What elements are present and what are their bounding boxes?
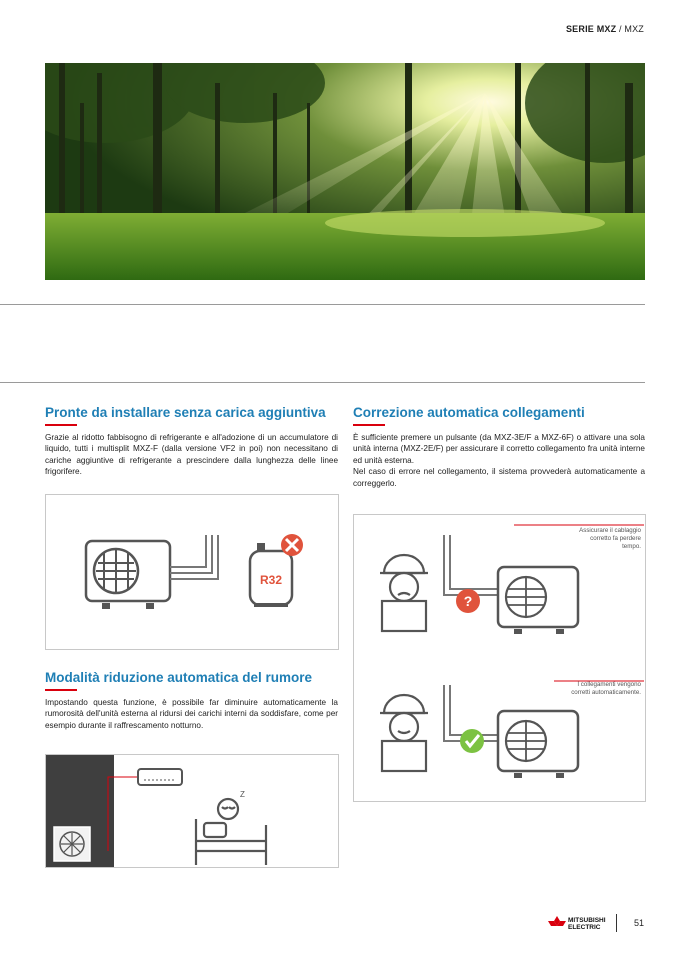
bed-icon [196,799,266,865]
outdoor-unit-icon [54,827,90,861]
question-icon [456,589,480,613]
page-number: 51 [633,918,644,928]
footer-separator [616,914,617,932]
divider-bottom [0,382,645,383]
brand-name [568,917,606,931]
wiring-note-2: I collegamenti vengono corretti automaticamente. [571,681,641,696]
sleep-icon: Z [240,790,245,799]
installer-icon-error [380,555,428,631]
title-underline [353,424,385,426]
svg-text:?: ? [463,593,473,609]
brand-line-1: MITSUBISHI [568,917,606,924]
cross-icon [281,534,303,556]
section-body-wiring [353,432,645,489]
wiring-diagram [354,515,645,801]
section-title-charge: Pronte da installare senza carica aggiuntiva [45,405,326,420]
mitsubishi-logo-icon [548,916,566,932]
section-body-wiring-1: È sufficiente premere un pulsante (da MXZ-3E/F a MXZ-6F) o attivare una sola unità interna (MXZ-2E/F) per assicurare il corretto collegamento fra unità interne ed unità esterna. [353,433,645,465]
series-label-rest: / MXZ [616,24,644,34]
charge-illustration [45,494,339,650]
section-body-noise: Impostando questa funzione, è possibile far diminuire automaticamente la rumorosità dell'unità esterna al ridursi dei carichi interni da soddisfare, come per esempio durante il raffrescamento notturno. [45,698,338,730]
brand-line-2: ELECTRIC [568,924,601,931]
wiring-illustration [353,514,646,802]
check-icon [460,729,484,753]
title-underline [45,689,77,691]
section-body-charge: Grazie al ridotto fabbisogno di refrigerante e all'adozione di un accumulatore di liquido, tutti i multisplit MXZ-F (dalla versione VF2 in poi) non necessitano di cariche aggiuntive di refrigerante a prescindere dalla lunghezza delle linee frigorifere. [45,433,338,477]
divider-top [0,304,645,305]
section-body-wiring-2: Nel caso di errore nel collegamento, il sistema provvederà automaticamente a correggerlo. [353,467,645,488]
series-label-bold: SERIE MXZ [565,24,617,34]
outdoor-unit-icon [86,541,170,609]
section-title-wiring: Correzione automatica collegamenti [353,405,585,420]
cylinder-label: R32 [259,573,283,587]
series-label [566,24,644,34]
section-title-noise: Modalità riduzione automatica del rumore [45,670,313,685]
installer-icon-ok [380,695,428,771]
outdoor-unit-icon [498,567,578,634]
noise-diagram [46,755,338,867]
charge-diagram [46,495,338,649]
outdoor-unit-icon [498,711,578,778]
hero-image [45,63,645,280]
forest-illustration [45,63,645,280]
wiring-note-1: Assicurare il cablaggio corretto fa perdere tempo. [579,527,641,550]
indoor-unit-icon [138,769,182,785]
noise-illustration [45,754,339,868]
title-underline [45,424,77,426]
